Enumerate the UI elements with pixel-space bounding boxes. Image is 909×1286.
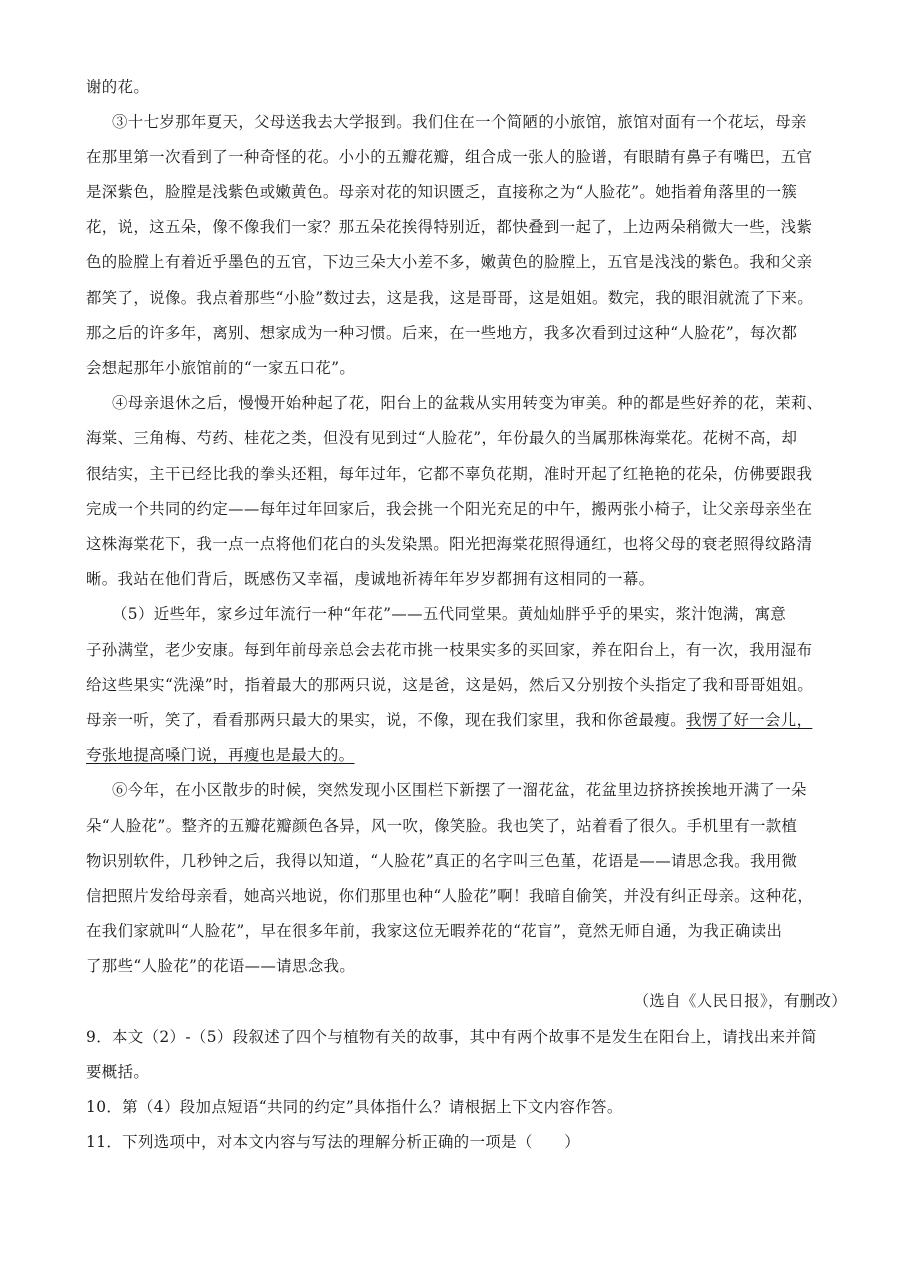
underlined-sentence: 我愣了好一会儿，	[686, 711, 813, 729]
text-line: 在那里第一次看到了一种奇怪的花。小小的五瓣花瓣，组合成一张人的脸谱，有眼睛有鼻子有嘴巴，五官	[86, 148, 813, 166]
text-line: 会想起那年小旅馆前的“一家五口花”。	[86, 359, 356, 377]
paragraph-5-line: （5）近些年，家乡过年流行一种“年花”——五代同堂果。黄灿灿胖乎乎的果实，浆汁饱满，寓意	[112, 605, 787, 623]
text-line: 那之后的许多年，离别、想家成为一种习惯。后来，在一些地方，我多次看到过这种“人脸花”，每次都	[86, 324, 798, 342]
text-line	[86, 710, 846, 730]
text-line: 花，说，这五朵，像不像我们一家？那五朵花挨得特别近，都快叠到一起了，上边两朵稍微大一些，浅紫	[86, 218, 813, 236]
text-line: 给这些果实“洗澡”时，指着最大的那两只说，这是爸，这是妈，然后又分别按个头指定了我和哥哥姐姐。	[86, 676, 814, 694]
paragraph-4-line: ④母亲退休之后，慢慢开始种起了花，阳台上的盆栽从实用转变为审美。种的都是些好养的花，茉莉、	[112, 394, 823, 412]
text-line: 在我们家就叫“人脸花”，早在很多年前，我家这位无暇养花的“花盲”，竟然无师自通，为我正确读出	[86, 922, 783, 940]
text-line: 是深紫色，脸膛是浅紫色或嫩黄色。母亲对花的知识匮乏，直接称之为“人脸花”。她指着角落里的一簇	[86, 183, 798, 201]
question-11: 11．下列选项中，对本文内容与写法的理解分析正确的一项是（ ）	[86, 1133, 581, 1151]
text-segment: 母亲一听，笑了，看看那两只最大的果实，说，不像，现在我们家里，我和你爸最瘦。	[86, 711, 687, 729]
text-line: 这株海棠花下，我一点一点将他们花白的头发染黑。阳光把海棠花照得通红，也将父母的衰老照得纹路清	[86, 535, 813, 553]
text-line: 了那些“人脸花”的花语——请思念我。	[86, 957, 356, 975]
source-note: （选自《人民日报》，有删改）	[633, 992, 847, 1010]
text-line: 海棠、三角梅、芍药、桂花之类，但没有见到过“人脸花”，年份最久的当属那株海棠花。花树不高，却	[86, 429, 798, 447]
underlined-sentence: 夸张地提高嗓门说，再瘦也是最大的。	[86, 746, 355, 764]
text-line: 晰。我站在他们背后，既感伤又幸福，虔诚地祈祷年年岁岁都拥有这相同的一幕。	[86, 570, 655, 588]
text-line: 物识别软件，几秒钟之后，我得以知道，“人脸花”真正的名字叫三色堇，花语是——请思念我。我用微	[86, 852, 798, 870]
text-line: 子孙满堂，老少安康。每到年前母亲总会去花市挑一枝果实多的买回家，养在阳台上，有一次，我用湿布	[86, 641, 813, 659]
text-line: 信把照片发给母亲看，她高兴地说，你们那里也种“人脸花”啊！我暗自偷笑，并没有纠正母亲。这种花，	[86, 887, 814, 905]
text-line: 都笑了，说像。我点着那些“小脸”数过去，这是我，这是哥哥，这是姐姐。数完，我的眼泪就流了下来。	[86, 289, 814, 307]
text-line: 谢的花。	[86, 78, 150, 96]
text-line: 色的脸膛上有着近乎墨色的五官，下边三朵大小差不多，嫩黄色的脸膛上，五官是浅浅的紫色。我和父亲	[86, 253, 813, 271]
paragraph-3-line: ③十七岁那年夏天，父母送我去大学报到。我们住在一个简陋的小旅馆，旅馆对面有一个花坛，母亲	[112, 113, 807, 131]
question-9-cont: 要概括。	[86, 1063, 150, 1081]
question-9: 9．本文（2）-（5）段叙述了四个与植物有关的故事，其中有两个故事不是发生在阳台上，请找出来并简	[86, 1028, 817, 1046]
text-line: 完成一个共同的约定——每年过年回家后，我会挑一个阳光充足的中午，搬两张小椅子，让父亲母亲坐在	[86, 500, 813, 518]
paragraph-6-line: ⑥今年，在小区散步的时候，突然发现小区围栏下新摆了一溜花盆，花盆里边挤挤挨挨地开满了一朵	[112, 781, 807, 799]
text-line: 很结实，主干已经比我的拳头还粗，每年过年，它都不辜负花期，准时开起了红艳艳的花朵，仿佛要跟我	[86, 465, 813, 483]
question-10: 10．第（4）段加点短语“共同的约定”具体指什么？请根据上下文内容作答。	[86, 1098, 623, 1116]
text-line: 朵“人脸花”。整齐的五瓣花瓣颜色各异，风一吹，像笑脸。我也笑了，站着看了很久。手机里有一款植	[86, 817, 798, 835]
